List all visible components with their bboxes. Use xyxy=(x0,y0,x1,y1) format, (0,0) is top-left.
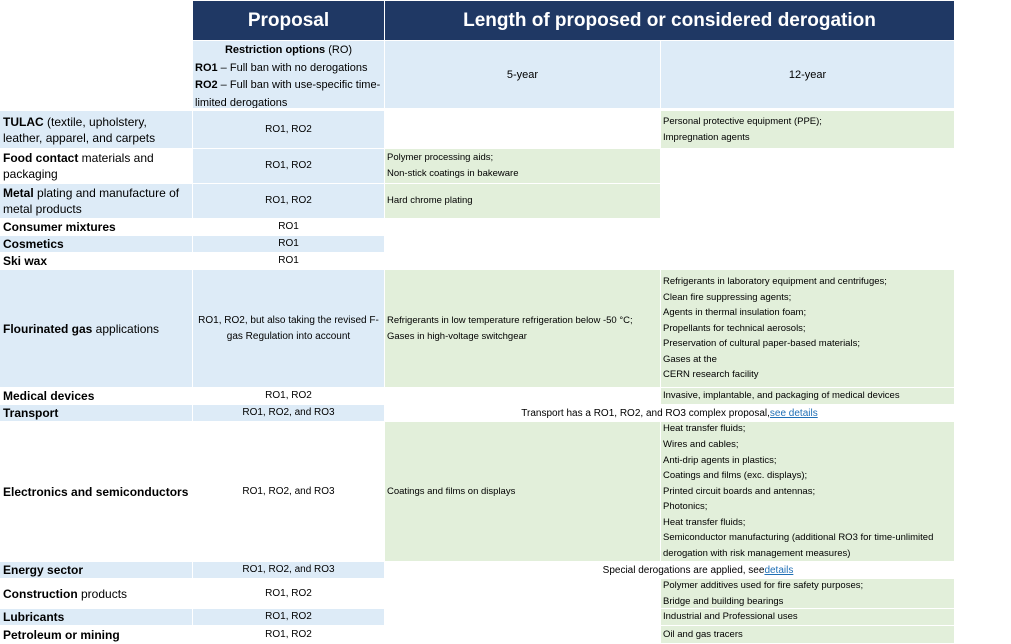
sector-skiwax-bold: Ski wax xyxy=(3,254,48,268)
sector-energy xyxy=(0,562,192,578)
twelve-flourinated-gas xyxy=(661,270,954,387)
twelve-year-header: 12-year xyxy=(661,41,954,108)
sector-fgas-rest: applications xyxy=(92,321,160,336)
restriction-options-legend xyxy=(193,41,384,108)
list-item: Impregnation agents xyxy=(663,131,750,143)
sector-petroleum-bold: Petroleum or mining xyxy=(3,627,120,642)
list-item: Printed circuit boards and antennas; xyxy=(663,485,816,497)
sector-transport-bold: Transport xyxy=(3,406,59,420)
list-item: Refrigerants in laboratory equipment and centrifuges; xyxy=(663,275,887,287)
ro-consumer-mixtures: RO1 xyxy=(278,221,299,232)
sector-electronics-bold: Electronics and semiconductors xyxy=(3,484,189,499)
sector-consumer-bold: Consumer mixtures xyxy=(3,220,116,234)
five-year-header: 5-year xyxy=(385,41,660,108)
sector-tulac-rest: (textile, upholstery, leather, apparel, and carpets xyxy=(3,114,156,145)
sector-ski-wax xyxy=(0,253,192,269)
ro-metal: RO1, RO2 xyxy=(193,184,384,218)
transport-see-details-link[interactable]: see details xyxy=(769,407,818,419)
ro2-code: RO2 xyxy=(195,79,218,91)
transport-note xyxy=(385,405,954,421)
list-item: Semiconductor manufacturing (additional RO3 for time-unlimited derogation with risk management measures) xyxy=(663,532,934,560)
sector-food-contact xyxy=(0,149,192,183)
sector-metal xyxy=(0,184,192,218)
ro-medical-devices: RO1, RO2 xyxy=(265,390,312,401)
ro-electronics: RO1, RO2, and RO3 xyxy=(242,485,335,497)
sector-construction xyxy=(0,579,192,608)
list-item: Oil and gas tracers xyxy=(663,628,743,640)
list-item: Gases in high-voltage switchgear xyxy=(387,330,527,342)
ro1-description: – Full ban with no derogations xyxy=(217,61,368,74)
twelve-construction xyxy=(661,579,954,608)
sector-construction-rest: products xyxy=(77,586,128,601)
sector-petroleum-mining xyxy=(0,626,192,643)
sector-flourinated-gas xyxy=(0,270,192,387)
ro1-code: RO1 xyxy=(195,61,218,74)
ro-title-suffix: (RO) xyxy=(325,44,353,56)
sector-cosmetics-bold: Cosmetics xyxy=(3,237,64,251)
list-item: Anti-drip agents in plastics; xyxy=(663,454,777,466)
transport-note-text: Transport has a RO1, RO2, and RO3 complex proposal, xyxy=(521,407,770,419)
list-item: Propellants for technical aerosols; xyxy=(663,322,806,334)
derogation-length-header: Length of proposed or considered derogation xyxy=(385,1,954,40)
list-item: Invasive, implantable, and packaging of medical devices xyxy=(663,390,900,402)
five-metal xyxy=(385,184,660,218)
list-item: Non-stick coatings in bakeware xyxy=(387,168,519,179)
ro-tulac: RO1, RO2 xyxy=(193,111,384,148)
ro-cosmetics: RO1 xyxy=(193,236,384,252)
list-item: Wires and cables; xyxy=(663,438,739,450)
list-item: Bridge and building bearings xyxy=(663,595,784,607)
sector-fgas-bold: Flourinated gas xyxy=(3,321,93,336)
proposal-header: Proposal xyxy=(193,1,384,40)
list-item: Polymer additives used for fire safety purposes; xyxy=(663,579,864,591)
list-item: Polymer processing aids; xyxy=(387,152,494,164)
five-food-contact xyxy=(385,149,660,183)
twelve-lubricants xyxy=(661,609,954,625)
ro-title: Restriction options xyxy=(224,44,326,56)
sector-transport xyxy=(0,405,192,421)
sector-energy-bold: Energy sector xyxy=(3,563,84,577)
ro-lubricants: RO1, RO2 xyxy=(193,609,384,625)
twelve-petroleum-mining xyxy=(661,626,954,643)
sector-consumer-mixtures xyxy=(0,219,192,235)
sector-metal-bold: Metal xyxy=(3,186,34,200)
ro-ski-wax: RO1 xyxy=(278,255,299,266)
five-electronics xyxy=(385,422,660,561)
five-flourinated-gas xyxy=(385,270,660,387)
sector-metal-rest: plating and manufacture of metal products xyxy=(3,186,180,216)
energy-note-text: Special derogations are applied, see xyxy=(602,564,765,576)
list-item: Personal protective equipment (PPE); xyxy=(663,115,822,127)
sector-construction-bold: Construction xyxy=(3,586,78,601)
sector-lubricants xyxy=(0,609,192,625)
ro-food-contact: RO1, RO2 xyxy=(193,149,384,183)
sector-lubricants-bold: Lubricants xyxy=(3,610,65,624)
list-item: Heat transfer fluids; xyxy=(663,423,746,435)
list-item: Clean fire suppressing agents; xyxy=(663,291,792,303)
twelve-medical-devices xyxy=(661,388,954,404)
sector-tulac-bold: TULAC xyxy=(3,114,44,129)
list-item: CERN research facility xyxy=(663,369,759,381)
list-item: Agents in thermal insulation foam; xyxy=(663,307,807,319)
ro-energy: RO1, RO2, and RO3 xyxy=(193,562,384,578)
twelve-electronics xyxy=(661,422,954,561)
sector-electronics xyxy=(0,422,192,561)
sector-food-rest: materials and packaging xyxy=(3,151,154,181)
list-item: Gases at the xyxy=(663,353,717,365)
list-item: Preservation of cultural paper-based materials; xyxy=(663,338,860,350)
ro-construction: RO1, RO2 xyxy=(265,587,312,599)
ro-petroleum-mining: RO1, RO2 xyxy=(265,628,312,640)
energy-note xyxy=(385,562,1011,578)
ro2-description: – Full ban with use-specific time-limited derogations xyxy=(195,79,381,108)
list-item: Coatings and films (exc. displays); xyxy=(663,470,808,482)
list-item: Hard chrome plating xyxy=(387,195,473,207)
sector-medical-devices xyxy=(0,388,192,404)
ro-flourinated-gas: RO1, RO2, but also taking the revised F-gas Regulation into account xyxy=(193,270,384,387)
sector-cosmetics xyxy=(0,236,192,252)
list-item: Industrial and Professional uses xyxy=(663,611,798,623)
sector-tulac xyxy=(0,111,192,148)
energy-details-link[interactable]: details xyxy=(764,564,794,576)
ro-transport: RO1, RO2, and RO3 xyxy=(193,405,384,421)
sector-medical-bold: Medical devices xyxy=(3,389,95,403)
twelve-tulac xyxy=(661,111,954,148)
list-item: Refrigerants in low temperature refrigeration below -50 °C; xyxy=(387,314,633,326)
list-item: Coatings and films on displays xyxy=(387,485,516,497)
list-item: Photonics; xyxy=(663,501,708,513)
list-item: Heat transfer fluids; xyxy=(663,516,746,528)
sector-food-bold: Food contact xyxy=(3,151,79,165)
